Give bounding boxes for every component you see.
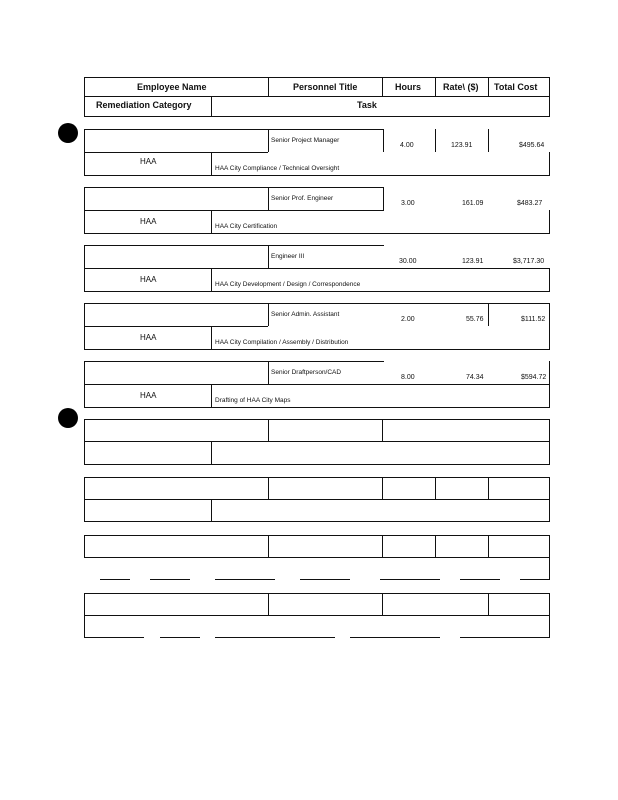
header-hours: Hours xyxy=(395,82,422,92)
punch-hole-middle xyxy=(58,408,78,428)
total-cost-value: $111.52 xyxy=(521,316,546,323)
rate-value: 161.09 xyxy=(462,200,484,207)
header-employee-name: Employee Name xyxy=(137,82,207,92)
header-task: Task xyxy=(357,100,377,110)
rate-value: 74.34 xyxy=(466,374,484,381)
rate-value: 55.76 xyxy=(466,316,484,323)
punch-hole-top xyxy=(58,123,78,143)
hours-value: 4.00 xyxy=(400,142,414,149)
task-description: HAA City Certification xyxy=(215,223,278,230)
task-description: HAA City Compilation / Assembly / Distribution xyxy=(215,339,349,346)
personnel-title: Senior Admin. Assistant xyxy=(271,311,340,318)
total-cost-value: $495.64 xyxy=(519,142,545,149)
hours-value: 2.00 xyxy=(401,316,415,323)
task-description: HAA City Compliance / Technical Oversight xyxy=(215,165,340,172)
header-personnel-title: Personnel Title xyxy=(293,82,358,92)
remediation-category: HAA xyxy=(140,157,157,166)
remediation-category: HAA xyxy=(140,391,157,400)
rate-value: 123.91 xyxy=(451,142,473,149)
personnel-title: Senior Prof. Engineer xyxy=(271,195,334,202)
rate-value: 123.91 xyxy=(462,258,484,265)
personnel-title: Senior Project Manager xyxy=(271,137,340,144)
hours-value: 3.00 xyxy=(401,200,415,207)
header-rate: Rate\ ($) xyxy=(443,82,479,92)
header-total-cost: Total Cost xyxy=(494,82,538,92)
header-remediation-category: Remediation Category xyxy=(96,100,192,110)
task-description: Drafting of HAA City Maps xyxy=(215,397,291,404)
hours-value: 30.00 xyxy=(399,258,417,265)
total-cost-value: $594.72 xyxy=(521,374,547,381)
remediation-category: HAA xyxy=(140,217,157,226)
remediation-category: HAA xyxy=(140,333,157,342)
personnel-title: Engineer III xyxy=(271,253,305,260)
task-description: HAA City Development / Design / Correspondence xyxy=(215,281,361,288)
total-cost-value: $3,717.30 xyxy=(513,258,545,265)
remediation-category: HAA xyxy=(140,275,157,284)
hours-value: 8.00 xyxy=(401,374,415,381)
personnel-title: Senior Draftperson/CAD xyxy=(271,369,342,376)
total-cost-value: $483.27 xyxy=(517,200,543,207)
